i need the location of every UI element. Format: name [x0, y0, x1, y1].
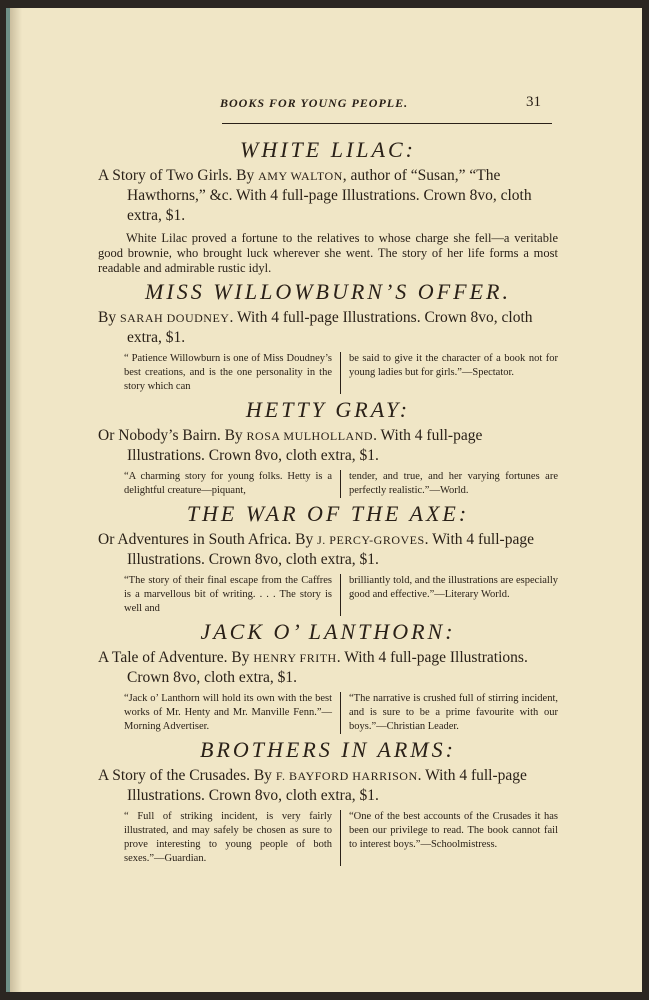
book-description: [98, 530, 558, 570]
description-text: . With 4 full-page Illustrations. Crown 8vo, cloth extra, $1.: [127, 531, 534, 568]
book-title: BROTHERS IN ARMS:: [200, 737, 456, 762]
description-text: . With 4 full-page Illustrations. Crown 8vo, cloth extra, $1.: [127, 309, 533, 346]
author-name: ROSA MULHOLLAND: [246, 429, 374, 443]
book-entry: [98, 736, 558, 866]
author-name: SARAH DOUDNEY: [119, 311, 230, 325]
description-text: . With 4 full-page Illustrations. Crown 8vo, cloth extra, $1.: [127, 767, 527, 804]
running-head: [10, 96, 642, 116]
book-entry: [98, 618, 558, 734]
description-text: , author of “Susan,” “The Hawthorns,” &c. With 4 full-page Illustrations. Crown 8vo, cloth extra, $1.: [127, 167, 532, 224]
review-quote-right: tender, and true, and her varying fortunes are perfectly realistic.”—World.: [349, 471, 558, 496]
description-text: A Story of the Crusades. By: [98, 767, 276, 784]
book-entry: [98, 136, 558, 276]
review-quote-left: “ Patience Willowburn is one of Miss Doudney’s best creations, and is the one personality in the story which can: [124, 352, 341, 394]
description-text: Or Nobody’s Bairn. By: [98, 427, 247, 444]
book-list: [98, 136, 558, 868]
description-text: A Story of Two Girls. By: [98, 167, 259, 184]
review-quotes: [124, 574, 558, 616]
page-number: 31: [526, 94, 541, 110]
book-title: HETTY GRAY:: [245, 397, 411, 422]
description-text: . With 4 full-page Illustrations. Crown 8vo, cloth extra, $1.: [127, 649, 528, 686]
book-title: JACK O’ LANTHORN:: [200, 619, 456, 644]
author-name: AMY WALTON: [258, 169, 343, 183]
review-quote-right: brilliantly told, and the illustrations are especially good and effective.”—Literary World.: [349, 575, 558, 600]
description-text: By: [98, 309, 120, 326]
review-quotes: [124, 692, 558, 734]
book-description: [98, 648, 558, 688]
review-quote-left: “The story of their final escape from the Caffres is a marvellous bit of writing. . . . The story is well and: [124, 574, 341, 616]
review-quotes: [124, 352, 558, 394]
page-edge-shadow: [10, 8, 22, 992]
review-quotes: [124, 810, 558, 866]
running-head-title: BOOKS FOR YOUNG PEOPLE.: [220, 96, 409, 110]
book-description: [98, 308, 558, 348]
book-page: [6, 8, 642, 992]
description-text: A Tale of Adventure. By: [98, 649, 254, 666]
review-quote-left: “A charming story for young folks. Hetty is a delightful creature—piquant,: [124, 470, 341, 498]
book-entry: [98, 500, 558, 616]
description-text: . With 4 full-page Illustrations. Crown 8vo, cloth extra, $1.: [127, 427, 483, 464]
author-name: J. PERCY-GROVES: [317, 533, 425, 547]
description-text: Or Adventures in South Africa. By: [98, 531, 318, 548]
book-title: WHITE LILAC:: [240, 137, 416, 162]
header-rule: [222, 123, 552, 124]
review-quote-right: be said to give it the character of a book not for young ladies but for girls.”—Spectator.: [349, 353, 558, 378]
book-entry: [98, 278, 558, 394]
book-title: THE WAR OF THE AXE:: [186, 501, 470, 526]
review-quote-right: “One of the best accounts of the Crusades it has been our privilege to read. The book cannot fail to interest boys.”—Schoolmistress.: [349, 811, 558, 850]
author-name: HENRY FRITH: [253, 651, 337, 665]
book-description: [98, 166, 558, 226]
book-note: White Lilac proved a fortune to the relatives to whose charge she fell—a veritable good brownie, who brought luck wherever she went. The story of her life forms a most readable and admirable rustic idyl.: [98, 231, 558, 275]
review-quotes: [124, 470, 558, 498]
author-name: F. BAYFORD HARRISON: [275, 769, 418, 783]
review-quote-left: “Jack o’ Lanthorn will hold its own with the best works of Mr. Henty and Mr. Manville Fenn.”—Morning Advertiser.: [124, 692, 341, 734]
review-quote-left: “ Full of striking incident, is very fairly illustrated, and may safely be chosen as sure to prove interesting to young people of both sexes.”—Guardian.: [124, 810, 341, 866]
book-entry: [98, 396, 558, 498]
book-description: [98, 426, 558, 466]
book-description: [98, 766, 558, 806]
review-quote-right: “The narrative is crushed full of stirring incident, and is sure to be a prime favourite with our boys.”—Christian Leader.: [349, 693, 558, 732]
book-title: MISS WILLOWBURN’S OFFER.: [145, 279, 511, 304]
